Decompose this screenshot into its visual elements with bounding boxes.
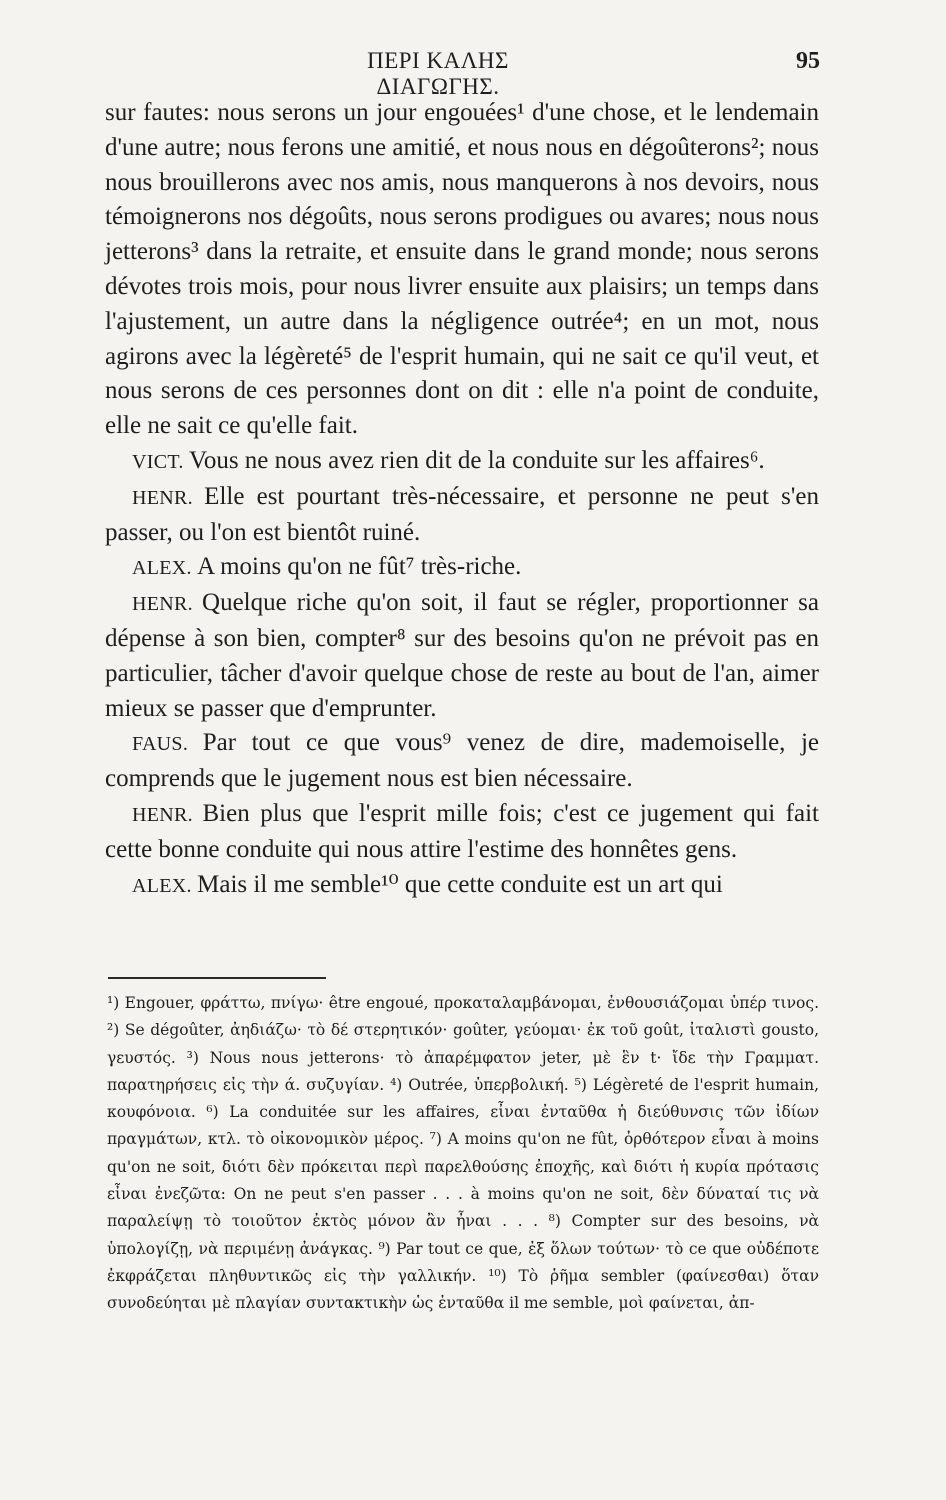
- footnotes-text: ¹) Engouer, φράττω, πνίγω· être engoué, προκαταλαμβάνομαι, ἐνθουσιάζομαι ὑπέρ τινος. ²) Se dégoûter, ἀηδιάζω· τὸ δέ στερητικόν· goûter, γεύομαι· ἐκ τοῦ goût, ἰταλιστὶ gousto, γευστός. ³) Nous nous jetterons· τὸ ἀπαρέμφατον jeter, μὲ ἓν t· ἴδε τὴν Γραμματ. παρατηρήσεις εἰς τὴν ά. συζυγίαν. ⁴) Outrée, ὑπερβολική. ⁵) Légèreté de l'esprit humain, κουφόνοια. ⁶) La conduitée sur les affaires, εἶναι ἐνταῦθα ἡ διεύθυνσις τῶν ἰδίων πραγμάτων, κτλ. τὸ οἰκονομικὸν μέρος. ⁷) A moins qu'on ne fût, ὀρθότερον εἶναι à moins qu'on ne soit, διότι δὲν πρόκειται περὶ παρελθούσης ἐποχῆς, καὶ διότι ἡ κυρία πρότασις εἶναι ἐνεζῶτα: On ne peut s'en passer . . . à moins qu'on ne soit, δὲν δύναταί τις νὰ παραλείψῃ τὸ τοιοῦτον ἐκτὸς μόνον ἂν ἦναι . . . ⁸) Compter sur des besoins, νὰ ὑπολογίζῃ, νὰ περιμένῃ ἀνάγκας. ⁹) Par tout ce que, ἐξ ὅλων τούτων· τὸ ce que οὐδέποτε ἐκφράζεται πληθυντικῶς εἰς τὴν γαλλικήν. ¹⁰) Τὸ ῥῆμα sembler (φαίνεσθαι) ὅταν συνοδεύηται μὲ πλαγίαν συντακτικὴν ὡς ἐνταῦθα il me semble, μοὶ φαίνεται, ἀπ-: [107, 994, 819, 1313]
- opening-paragraph: sur fautes: nous serons un jour engouées¹ d'une chose, et le lendemain d'une autre; nous ferons une amitié, et nous nous en dégoûterons²; nous nous brouillerons avec nos amis, nous manquerons à nos devoirs, nous témoignerons nos dégoûts, nous serons prodigues ou avares; nous nous jetterons³ dans la retraite, et ensuite dans le grand monde; nous serons dévotes trois mois, pour nous livrer ensuite aux plaisirs; un temps dans l'ajustement, un autre dans la négligence outrée⁴; en un mot, nous agirons avec la légèreté⁵ de l'esprit humain, qui ne sait ce qu'il veut, et nous serons de ces personnes dont on dit : elle n'a point de conduite, elle ne sait ce qu'elle fait.: [105, 99, 819, 440]
- body-text: [105, 96, 819, 903]
- dialogue-text: Bien plus que l'esprit mille fois; c'est ce jugement qui fait cette bonne conduite qui nous attire l'estime des honnêtes gens.: [105, 799, 819, 863]
- dialogue-text: Par tout ce que vous⁹ venez de dire, mademoiselle, je comprends que le jugement nous est bien nécessaire.: [105, 729, 819, 793]
- running-head: [108, 46, 820, 99]
- dialogue-text: Elle est pourtant très-nécessaire, et personne ne peut s'en passer, ou l'on est bientôt ruiné.: [105, 482, 819, 546]
- dialogue-line: [105, 868, 819, 904]
- speaker-label: HENR.: [132, 486, 193, 509]
- speaker-label: VICT.: [132, 450, 184, 473]
- dialogue-line: [105, 797, 819, 868]
- speaker-label: HENR.: [132, 803, 193, 826]
- dialogue-line: [105, 550, 819, 586]
- dialogue-text: Quelque riche qu'on soit, il faut se régler, proportionner sa dépense à son bien, compter⁸ sur des besoins qu'on ne prévoit pas en particulier, tâcher d'avoir quelque chose de reste au bout de l'an, aimer mieux se passer que d'emprunter.: [105, 589, 819, 722]
- speaker-label: FAUS.: [132, 733, 189, 756]
- dialogue-text: A moins qu'on ne fût⁷ très-riche.: [197, 553, 522, 581]
- dialogue-line: [105, 586, 819, 726]
- speaker-label: ALEX.: [132, 874, 192, 897]
- dialogue-line: [105, 444, 819, 480]
- footnote-rule: [108, 977, 326, 979]
- speaker-label: HENR.: [132, 593, 193, 616]
- dialogue-line: [105, 726, 819, 797]
- speaker-label: ALEX.: [132, 557, 192, 580]
- running-title: ΠΕΡΙ ΚΑΛΗΣ ΔΙΑΓΩΓΗΣ.: [367, 48, 509, 99]
- dialogue-text: Mais il me semble¹⁰ que cette conduite est un art qui: [197, 870, 723, 898]
- page-number: 95: [796, 48, 820, 74]
- footnotes: [107, 990, 819, 1318]
- dialogue-line: [105, 480, 819, 551]
- dialogue-text: Vous ne nous avez rien dit de la conduite sur les affaires⁶.: [189, 446, 765, 474]
